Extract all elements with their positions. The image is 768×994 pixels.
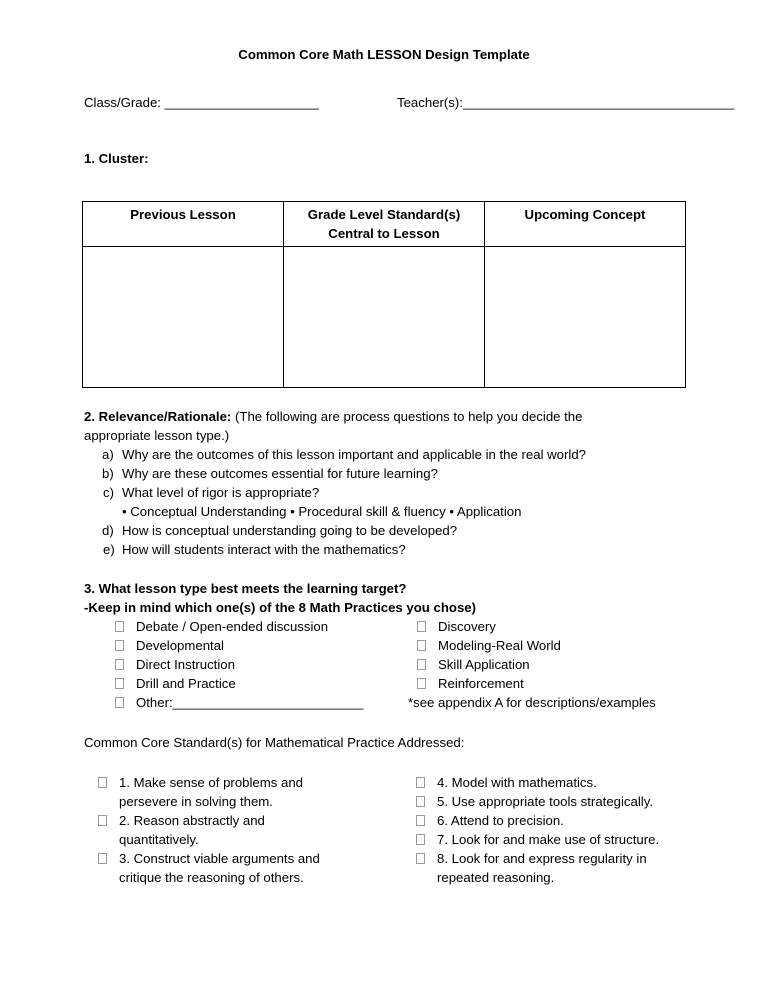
checkbox-icon[interactable]: [416, 796, 425, 807]
practice-4-text: 4. Model with mathematics.: [437, 775, 597, 790]
practice-3[interactable]: [98, 849, 119, 868]
class-grade-field[interactable]: Class/Grade: _____________________: [84, 95, 319, 110]
practice-8[interactable]: [416, 849, 437, 868]
checkbox-icon[interactable]: [416, 853, 425, 864]
practice-6-text: 6. Attend to precision.: [437, 813, 564, 828]
relevance-item-d: d) How is conceptual understanding going to be developed?: [102, 523, 458, 538]
practice-5[interactable]: [416, 792, 437, 811]
checkbox-icon[interactable]: [417, 640, 426, 651]
upcoming-concept-header: Upcoming Concept: [485, 202, 686, 247]
relevance-heading: 2. Relevance/Rationale:: [84, 409, 232, 424]
practice-6[interactable]: [416, 811, 437, 830]
cluster-table: [82, 201, 686, 388]
option-drill-practice[interactable]: Drill and Practice: [115, 674, 236, 693]
option-skill-application[interactable]: Skill Application: [417, 655, 530, 674]
option-debate[interactable]: Debate / Open-ended discussion: [115, 617, 328, 636]
upcoming-concept-cell[interactable]: [485, 247, 686, 388]
option-modeling-real-world[interactable]: Modeling-Real World: [417, 636, 561, 655]
cluster-heading: 1. Cluster:: [84, 151, 149, 166]
practice-7[interactable]: [416, 830, 437, 849]
page-title: Common Core Math LESSON Design Template: [238, 47, 530, 62]
checkbox-icon[interactable]: [98, 815, 107, 826]
checkbox-icon[interactable]: [115, 659, 124, 670]
checkbox-icon[interactable]: [416, 815, 425, 826]
checkbox-icon[interactable]: [115, 697, 124, 708]
checkbox-icon[interactable]: [417, 678, 426, 689]
relevance-item-a: a) Why are the outcomes of this lesson important and applicable in the real world?: [102, 447, 587, 462]
previous-lesson-cell[interactable]: [83, 247, 284, 388]
checkbox-icon[interactable]: [416, 834, 425, 845]
relevance-intro-line1: [84, 407, 582, 426]
practices-heading: Common Core Standard(s) for Mathematical Practice Addressed:: [84, 735, 465, 750]
checkbox-icon[interactable]: [115, 678, 124, 689]
checkbox-icon[interactable]: [115, 621, 124, 632]
practice-2-text: 2. Reason abstractly and quantitatively.: [119, 813, 265, 847]
option-direct-instruction[interactable]: Direct Instruction: [115, 655, 235, 674]
checkbox-icon[interactable]: [98, 777, 107, 788]
grade-level-standard-cell[interactable]: [284, 247, 485, 388]
checkbox-icon[interactable]: [417, 621, 426, 632]
practice-1-text: 1. Make sense of problems and persevere in solving them.: [119, 775, 303, 809]
relevance-item-c: c) What level of rigor is appropriate?: [103, 485, 320, 500]
lesson-type-subheading: -Keep in mind which one(s) of the 8 Math Practices you chose): [84, 600, 477, 615]
option-reinforcement[interactable]: Reinforcement: [417, 674, 524, 693]
relevance-item-b: b) Why are these outcomes essential for future learning?: [102, 466, 438, 481]
practice-4[interactable]: [416, 773, 437, 792]
practice-1[interactable]: [98, 773, 119, 792]
checkbox-icon[interactable]: [416, 777, 425, 788]
checkbox-icon[interactable]: [98, 853, 107, 864]
option-developmental[interactable]: Developmental: [115, 636, 224, 655]
practice-5-text: 5. Use appropriate tools strategically.: [437, 794, 653, 809]
relevance-intro-a: (The following are process questions to help you decide the: [235, 409, 583, 424]
option-discovery[interactable]: Discovery: [417, 617, 496, 636]
teachers-field[interactable]: Teacher(s):_____________________________________: [397, 95, 735, 110]
checkbox-icon[interactable]: [115, 640, 124, 651]
practice-3-text: 3. Construct viable arguments and critique the reasoning of others.: [119, 851, 320, 885]
practice-8-text: 8. Look for and express regularity in repeated reasoning.: [437, 851, 647, 885]
option-other[interactable]: Other:__________________________: [115, 693, 363, 712]
relevance-item-e: e) How will students interact with the mathematics?: [103, 542, 406, 557]
rigor-options: • Conceptual Understanding • Procedural skill & fluency • Application: [122, 504, 522, 519]
practice-7-text: 7. Look for and make use of structure.: [437, 832, 660, 847]
previous-lesson-header: Previous Lesson: [83, 202, 284, 247]
checkbox-icon[interactable]: [417, 659, 426, 670]
lesson-type-heading: 3. What lesson type best meets the learning target?: [84, 581, 407, 596]
appendix-note: *see appendix A for descriptions/examples: [408, 695, 656, 710]
practice-2[interactable]: [98, 811, 119, 830]
grade-level-standard-header: Grade Level Standard(s) Central to Lesson: [284, 202, 485, 247]
relevance-intro-line2: appropriate lesson type.): [84, 428, 230, 443]
